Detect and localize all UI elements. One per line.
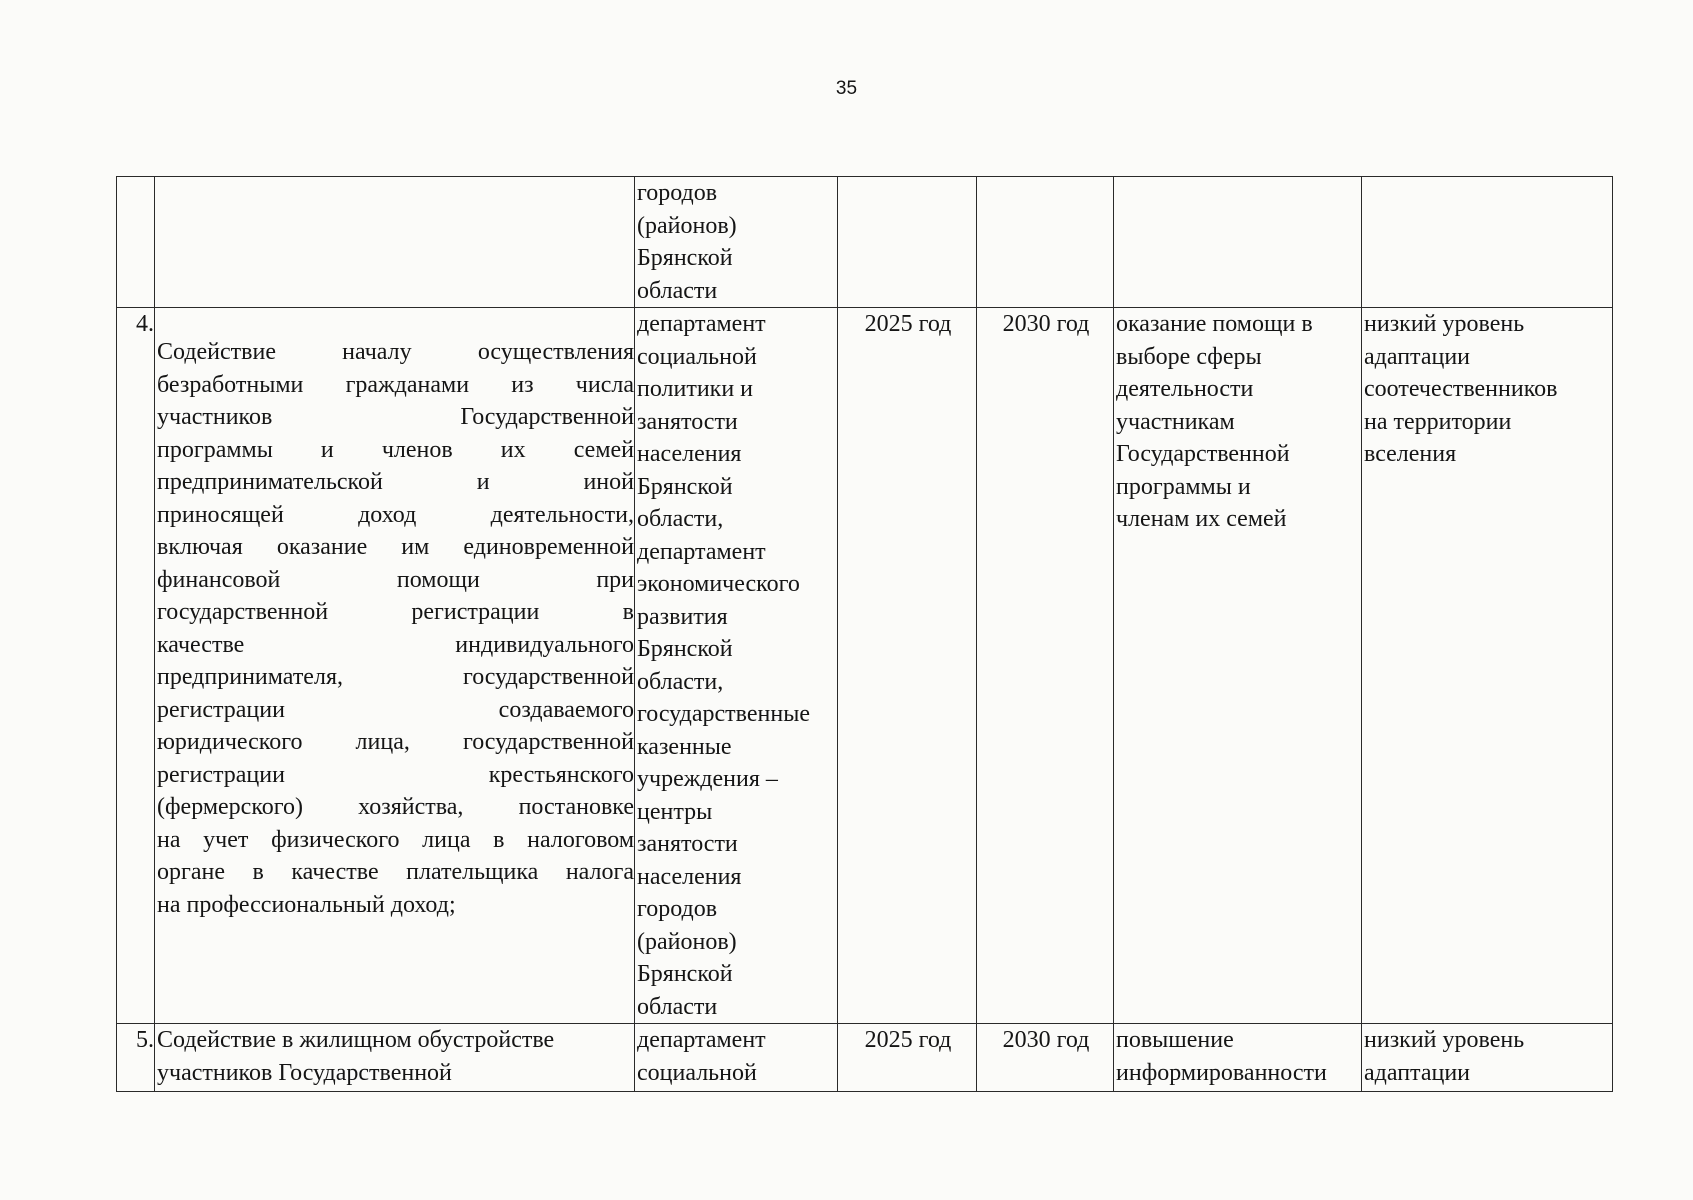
page-number: 35 bbox=[835, 78, 858, 99]
cell-description: Содействие началу осуществления безработными гражданами из числа участников Государственной программы и членов их семей предпринимательской и иной приносящей доход деятельности, включая оказание им единовременной финансовой помощи при государственной регистрации в качестве индивидуального предпринимателя, государственной регистрации создаваемого юридического лица, государственной регистрации крестьянского (фермерского) хозяйства, постановке на учет физического лица в налоговом органе в качестве плательщика налога на профессиональный доход; bbox=[155, 308, 635, 1024]
cell-end-year: 2030 год bbox=[977, 1024, 1114, 1092]
cell-start-year: 2025 год bbox=[838, 1024, 977, 1092]
table-row-4 bbox=[117, 308, 1613, 1024]
cell-executor: городов (районов) Брянской области bbox=[635, 177, 838, 308]
cell-executor: департамент социальной bbox=[635, 1024, 838, 1092]
cell-result: повышение информированности bbox=[1114, 1024, 1362, 1092]
cell-risk bbox=[1362, 177, 1613, 308]
cell-result bbox=[1114, 177, 1362, 308]
cell-start-year: 2025 год bbox=[838, 308, 977, 1024]
cell-description: Содействие в жилищном обустройстве участников Государственной bbox=[155, 1024, 635, 1092]
cell-end-year: 2030 год bbox=[977, 308, 1114, 1024]
cell-start bbox=[838, 177, 977, 308]
row-number: 4. bbox=[117, 308, 155, 1024]
cell-risk: низкий уровень адаптации bbox=[1362, 1024, 1613, 1092]
cell-result: оказание помощи в выборе сферы деятельности участникам Государственной программы и членам их семей bbox=[1114, 308, 1362, 1024]
cell-executor: департамент социальной политики и занятости населения Брянской области, департамент экономического развития Брянской области, государственные казенные учреждения – центры занятости населения городов (районов) Брянской области bbox=[635, 308, 838, 1024]
cell-risk: низкий уровень адаптации соотечественников на территории вселения bbox=[1362, 308, 1613, 1024]
cell-num bbox=[117, 177, 155, 308]
cell-description bbox=[155, 177, 635, 308]
table-row-5 bbox=[117, 1024, 1613, 1092]
cell-end bbox=[977, 177, 1114, 308]
table-row-continuation bbox=[117, 177, 1613, 308]
row-number: 5. bbox=[117, 1024, 155, 1092]
measures-table bbox=[116, 176, 1613, 1092]
